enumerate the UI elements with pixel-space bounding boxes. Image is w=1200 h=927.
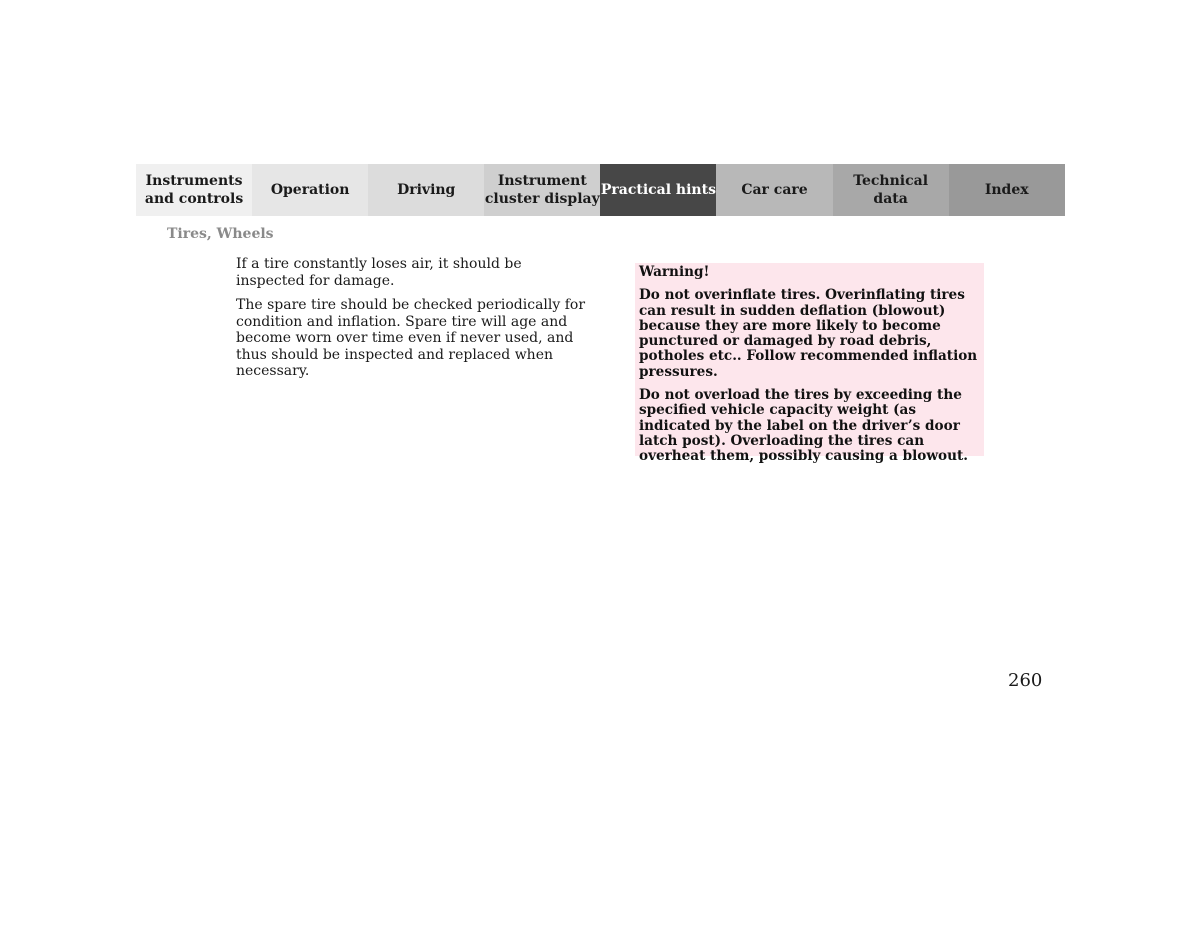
tab-instruments-and-controls[interactable]: Instruments and controls <box>136 164 252 216</box>
body-paragraph: If a tire constantly loses air, it should be inspected for damage. <box>236 256 522 289</box>
warning-paragraph: Do not overinflate tires. Overinflating tires can result in sudden deflation (blowout) because they are more likely to become punctured or damaged by road debris, potholes etc.. Follow recommended inflation pressures. <box>639 287 978 380</box>
section-title: Tires, Wheels <box>167 226 274 242</box>
warning-paragraph: Do not overload the tires by exceeding the specified vehicle capacity weight (as indicated by the label on the driver’s door latch post). Overloading the tires can overheat them, possibly causing a blowout. <box>639 387 968 465</box>
chapter-tab-bar <box>136 164 1065 216</box>
warning-box <box>635 263 984 465</box>
tab-driving[interactable]: Driving <box>368 164 484 216</box>
tab-operation[interactable]: Operation <box>252 164 368 216</box>
tab-index[interactable]: Index <box>949 164 1065 216</box>
body-paragraph: The spare tire should be checked periodically for condition and inflation. Spare tire will age and become worn over time even if never used, and thus should be inspected and replaced when necessary. <box>236 297 586 379</box>
page-number: 260 <box>1008 670 1043 691</box>
warning-title: Warning! <box>639 264 710 280</box>
tab-instrument-cluster-display[interactable]: Instrument cluster display <box>484 164 600 216</box>
tab-car-care[interactable]: Car care <box>716 164 832 216</box>
body-text <box>236 256 586 388</box>
tab-technical-data[interactable]: Technical data <box>833 164 949 216</box>
tab-practical-hints[interactable]: Practical hints <box>600 164 716 216</box>
